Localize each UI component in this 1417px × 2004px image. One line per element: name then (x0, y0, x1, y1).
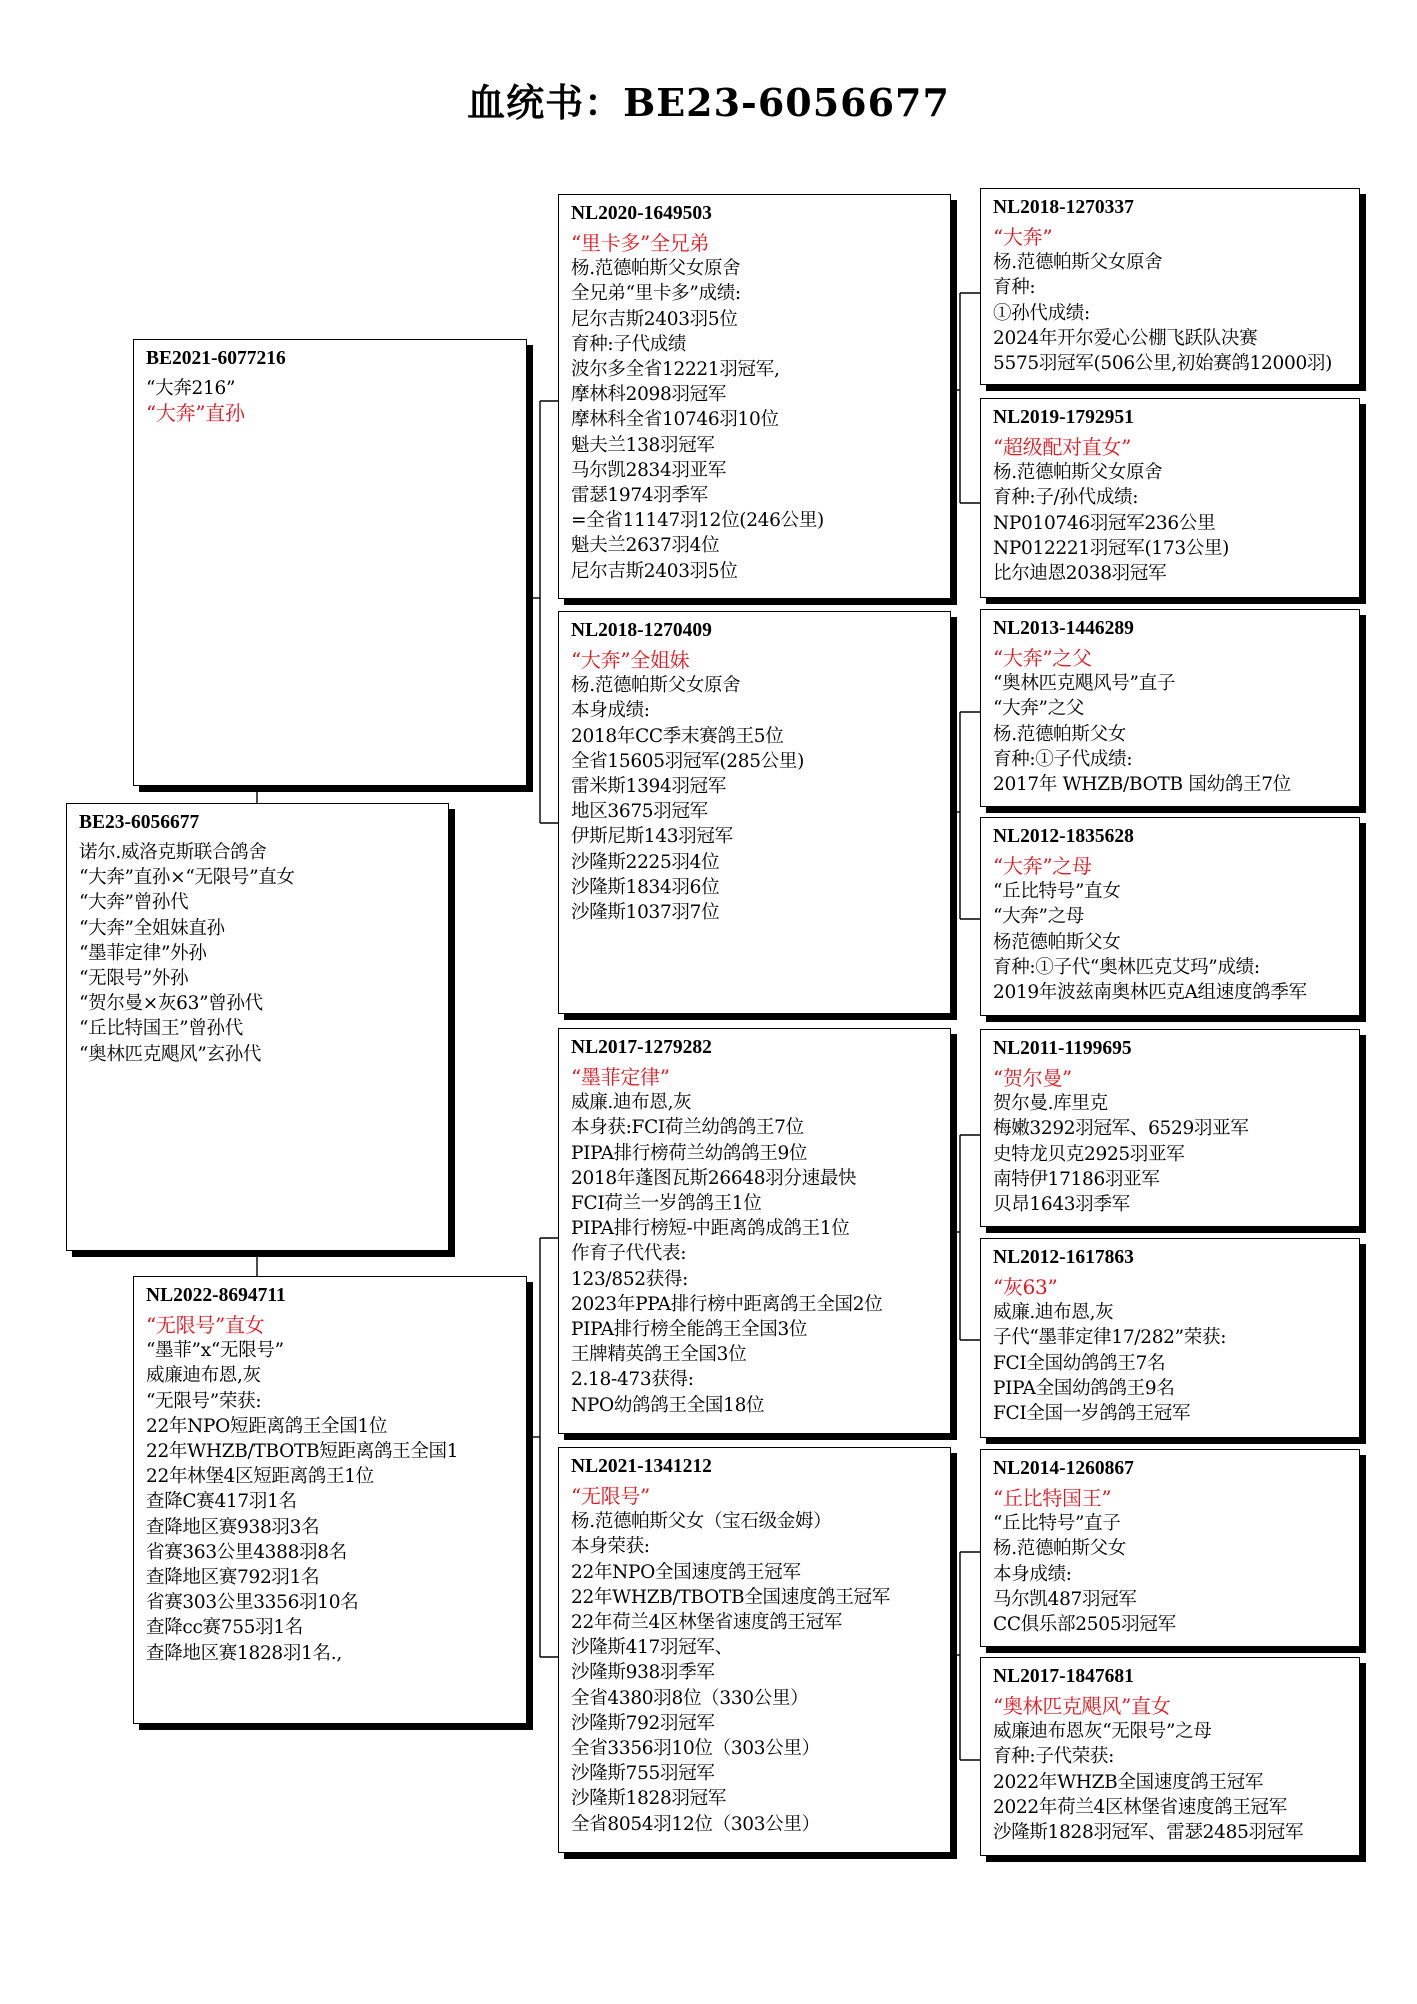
ring-number: NL2017-1847681 (993, 1666, 1134, 1687)
highlight-title: “无限号” (571, 1484, 650, 1508)
note-line: 查降cc赛755羽1名 (146, 1617, 304, 1639)
note-line: 省赛303公里3356羽10名 (146, 1592, 359, 1614)
pedigree-box-dam-dam-dam (980, 1657, 1360, 1856)
note-line: “无限号”外孙 (79, 968, 189, 990)
pedigree-box-dam-sire-sire (980, 1029, 1360, 1227)
pedigree-box-dam-sire (558, 1028, 951, 1434)
note-line: “丘比特号”直子 (993, 1513, 1121, 1535)
pedigree-notes (146, 1313, 516, 1666)
pedigree-notes (79, 840, 438, 1067)
note-line: 22年WHZB/TBOTB全国速度鸽王冠军 (571, 1586, 890, 1608)
pedigree-box-sire-dam (558, 611, 951, 1014)
note-line: 2017年 WHZB/BOTB 国幼鸽王7位 (993, 774, 1291, 796)
ring-number: NL2018-1270409 (571, 620, 712, 641)
note-line: 22年WHZB/TBOTB短距离鸽王全国1 (146, 1441, 459, 1463)
note-line: 22年林堡4区短距离鸽王1位 (146, 1466, 374, 1488)
note-line: NPO幼鸽鸽王全国18位 (571, 1394, 765, 1416)
highlight-title: “贺尔曼” (993, 1066, 1072, 1090)
note-line: “大奔”全姐妹直孙 (79, 917, 225, 939)
note-line: FCI全国幼鸽鸽王7名 (993, 1352, 1166, 1374)
note-line: PIPA全国幼鸽鸽王9名 (993, 1377, 1175, 1399)
note-line: =全省11147羽12位(246公里) (571, 510, 824, 532)
pedigree-notes (993, 854, 1349, 1005)
note-line: 沙隆斯792羽冠军 (571, 1712, 715, 1734)
highlight-title: “超级配对直女” (993, 435, 1132, 459)
highlight-title: “灰63” (993, 1275, 1058, 1299)
note-line: 沙隆斯1037羽7位 (571, 902, 720, 924)
note-line: “奥林匹克飓风号”直子 (993, 673, 1176, 695)
note-line: 威廉.迪布恩,灰 (993, 1302, 1114, 1324)
note-line: 王牌精英鸽王全国3位 (571, 1344, 747, 1366)
note-line: 杨.范德帕斯父女原舍 (993, 252, 1163, 274)
pedigree-notes (993, 1066, 1349, 1217)
ring-number: NL2014-1260867 (993, 1458, 1134, 1479)
note-line: 子代“墨菲定律17/282”荣获: (993, 1327, 1227, 1349)
note-line: 杨.范德帕斯父女原舍 (571, 258, 741, 280)
note-line: 诺尔.威洛克斯联合鸽舍 (79, 842, 267, 863)
note-line: 育种:子代成绩 (571, 333, 687, 355)
ring-number: NL2018-1270337 (993, 197, 1134, 218)
note-line: 沙隆斯1834羽6位 (571, 876, 720, 898)
highlight-title: “大奔”全姐妹 (571, 648, 690, 672)
note-line: 5575羽冠军(506公里,初始赛鸽12000羽) (993, 353, 1333, 375)
ring-number: NL2012-1835628 (993, 826, 1134, 847)
note-line: CC俱乐部2505羽冠军 (993, 1614, 1176, 1636)
note-line: 育种:①子代成绩: (993, 748, 1133, 770)
note-line: 沙隆斯938羽季军 (571, 1662, 715, 1684)
pedigree-box-sire-sire (558, 194, 951, 599)
note-line: 22年荷兰4区林堡省速度鸽王冠军 (571, 1612, 843, 1634)
pedigree-notes (993, 1694, 1349, 1845)
note-line: 地区3675羽冠军 (571, 801, 708, 823)
ring-number: NL2012-1617863 (993, 1247, 1134, 1268)
note-line: 本身成绩: (993, 1563, 1072, 1585)
note-line: 摩林科全省10746羽10位 (571, 409, 779, 431)
note-line: 2024年开尔爱心公棚飞跃队决赛 (993, 327, 1258, 349)
note-line: 查降地区赛1828羽1名., (146, 1642, 342, 1664)
note-line: 比尔迪恩2038羽冠军 (993, 563, 1167, 585)
pedigree-box-dam-dam (558, 1447, 951, 1853)
pedigree-notes (993, 1275, 1349, 1426)
note-line: 沙隆斯2225羽4位 (571, 851, 720, 873)
note-line: 全兄弟“里卡多”成绩: (571, 283, 741, 305)
note-line: 2023年PPA排行榜中距离鸽王全国2位 (571, 1293, 883, 1315)
note-line: 杨.范德帕斯父女 (993, 723, 1126, 745)
pedigree-notes (993, 435, 1349, 586)
note-line: PIPA排行榜短-中距离鸽成鸽王1位 (571, 1218, 850, 1240)
note-line: 2019年波兹南奥林匹克A组速度鸽季军 (993, 982, 1307, 1004)
note-line: 22年NPO短距离鸽王全国1位 (146, 1415, 388, 1437)
ring-number: NL2011-1199695 (993, 1038, 1132, 1059)
highlight-title: “大奔”之母 (993, 854, 1092, 878)
note-line: 2.18-473获得: (571, 1369, 694, 1391)
note-line: “大奔”直孙×“无限号”直女 (79, 867, 295, 889)
highlight-title: “墨菲定律” (571, 1065, 670, 1089)
note-line: 伊斯尼斯143羽冠军 (571, 826, 733, 848)
note-line: “丘比特国王”曾孙代 (79, 1018, 243, 1040)
pedigree-notes (993, 646, 1349, 797)
note-line: 作育子代代表: (571, 1243, 687, 1265)
note-line: 杨.范德帕斯父女 (993, 1538, 1126, 1560)
note-line: 查降地区赛938羽3名 (146, 1516, 320, 1538)
ring-number: BE2021-6077216 (146, 348, 286, 369)
note-line: 123/852获得: (571, 1268, 689, 1290)
highlight-title: “大奔”之父 (993, 646, 1092, 670)
pedigree-box-main (66, 803, 449, 1251)
note-line: 全省3356羽10位（303公里） (571, 1738, 820, 1760)
pedigree-notes (993, 225, 1349, 376)
note-line: 2022年WHZB全国速度鸽王冠军 (993, 1771, 1264, 1793)
note-line: 史特龙贝克2925羽亚军 (993, 1143, 1185, 1165)
note-line: 沙隆斯755羽冠军 (571, 1763, 715, 1785)
note-line: 杨.范德帕斯父女（宝石级金姆） (571, 1511, 832, 1533)
note-line: 全省8054羽12位（303公里） (571, 1813, 820, 1835)
note-line: 本身荣获: (571, 1536, 650, 1558)
pedigree-box-sire-sire-dam (980, 398, 1360, 598)
note-line: 贺尔曼.库里克 (993, 1093, 1108, 1115)
note-line: 梅嫩3292羽冠军、6529羽亚军 (993, 1118, 1249, 1140)
note-line: ①孙代成绩: (993, 302, 1090, 324)
note-line: 杨范德帕斯父女 (993, 931, 1121, 953)
note-line: 2022年荷兰4区林堡省速度鸽王冠军 (993, 1796, 1287, 1818)
pedigree-notes (993, 1486, 1349, 1637)
note-line: 雷瑟1974羽季军 (571, 485, 708, 507)
pedigree-box-sire-dam-sire (980, 609, 1360, 807)
note-line: “墨菲定律”外孙 (79, 942, 207, 964)
note-line: 育种:子代荣获: (993, 1746, 1115, 1768)
pedigree-notes (146, 376, 516, 426)
ring-number: NL2021-1341212 (571, 1456, 712, 1477)
ring-number: NL2020-1649503 (571, 203, 712, 224)
note-line: 22年NPO全国速度鸽王冠军 (571, 1561, 801, 1583)
note-line: FCI荷兰一岁鸽鸽王1位 (571, 1193, 762, 1215)
note-line: 马尔凯2834羽亚军 (571, 459, 727, 481)
pedigree-notes (571, 1484, 940, 1837)
note-line: 沙隆斯417羽冠军、 (571, 1637, 733, 1659)
note-line: 威廉迪布恩,灰 (146, 1365, 261, 1387)
note-line: 杨.范德帕斯父女原舍 (571, 675, 741, 697)
note-line: 尼尔吉斯2403羽5位 (571, 560, 738, 582)
pedigree-box-dam-sire-dam (980, 1238, 1360, 1438)
note-line: 杨.范德帕斯父女原舍 (993, 462, 1163, 484)
note-line: 2018年CC季末赛鸽王5位 (571, 725, 784, 747)
note-line: “无限号”荣获: (146, 1390, 262, 1412)
note-line: 尼尔吉斯2403羽5位 (571, 308, 738, 330)
note-line: “大奔”曾孙代 (79, 892, 189, 914)
note-line: 南特伊17186羽亚军 (993, 1168, 1160, 1190)
note-line: 本身成绩: (571, 700, 650, 722)
pedigree-box-dam-dam-sire (980, 1449, 1360, 1647)
highlight-title: “大奔” (993, 225, 1053, 249)
highlight-title: “丘比特国王” (993, 1486, 1112, 1510)
pedigree-notes (571, 648, 940, 925)
highlight-title: “大奔”直孙 (146, 401, 245, 426)
note-line: 全省15605羽冠军(285公里) (571, 750, 804, 772)
note-line: 贝昂1643羽季军 (993, 1194, 1130, 1216)
ring-number: NL2017-1279282 (571, 1037, 712, 1058)
note-line: 魁夫兰138羽冠军 (571, 434, 715, 456)
pedigree-box-sire (133, 339, 527, 786)
highlight-title: “里卡多”全兄弟 (571, 231, 710, 255)
pedigree-notes (571, 1065, 940, 1418)
note-line: “墨菲”x“无限号” (146, 1340, 284, 1362)
note-line: NP012221羽冠军(173公里) (993, 537, 1230, 559)
ring-number: NL2019-1792951 (993, 407, 1134, 428)
note-line: NP010746羽冠军236公里 (993, 512, 1216, 534)
note-line: 查降地区赛792羽1名 (146, 1567, 320, 1589)
pedigree-notes (571, 231, 940, 584)
note-line: “贺尔曼×灰63”曾孙代 (79, 993, 263, 1015)
note-line: “丘比特号”直女 (993, 881, 1121, 903)
note-line: 育种:子/孙代成绩: (993, 487, 1139, 509)
note-line: 育种:①子代“奥林匹克艾玛”成绩: (993, 956, 1260, 978)
note-line: FCI全国一岁鸽鸽王冠军 (993, 1403, 1191, 1425)
note-line: 威廉迪布恩灰“无限号”之母 (993, 1721, 1212, 1743)
note-line: 魁夫兰2637羽4位 (571, 535, 720, 557)
highlight-title: “奥林匹克飓风”直女 (993, 1694, 1171, 1718)
note-line: 威廉.迪布恩,灰 (571, 1092, 692, 1114)
note-line: 沙隆斯1828羽冠军、雷瑟2485羽冠军 (993, 1822, 1304, 1844)
highlight-title: “无限号”直女 (146, 1313, 265, 1337)
note-line: 省赛363公里4388羽8名 (146, 1541, 347, 1563)
note-line: 摩林科2098羽冠军 (571, 384, 727, 406)
note-line: “大奔216” (146, 378, 236, 399)
note-line: PIPA排行榜荷兰幼鸽鸽王9位 (571, 1142, 808, 1164)
note-line: 马尔凯487羽冠军 (993, 1588, 1137, 1610)
pedigree-box-sire-sire-sire (980, 188, 1360, 385)
pedigree-box-sire-dam-dam (980, 817, 1360, 1016)
note-line: 雷米斯1394羽冠军 (571, 776, 727, 798)
note-line: “大奔”之父 (993, 698, 1085, 720)
note-line: PIPA排行榜全能鸽王全国3位 (571, 1319, 808, 1341)
note-line: 波尔多全省12221羽冠军, (571, 359, 780, 381)
ring-number: BE23-6056677 (79, 812, 200, 833)
pedigree-box-dam (133, 1276, 527, 1724)
note-line: 本身获:FCI荷兰幼鸽鸽王7位 (571, 1117, 804, 1139)
note-line: “奥林匹克飓风”玄孙代 (79, 1043, 262, 1065)
note-line: 查降C赛417羽1名 (146, 1491, 297, 1513)
note-line: 全省4380羽8位（330公里） (571, 1687, 809, 1709)
page-title: 血统书：BE23-6056677 (467, 80, 950, 125)
note-line: 沙隆斯1828羽冠军 (571, 1788, 727, 1810)
note-line: “大奔”之母 (993, 906, 1085, 928)
note-line: 2018年蓬图瓦斯26648羽分速最快 (571, 1167, 857, 1189)
note-line: 育种: (993, 277, 1036, 299)
ring-number: NL2022-8694711 (146, 1285, 286, 1306)
ring-number: NL2013-1446289 (993, 618, 1134, 639)
